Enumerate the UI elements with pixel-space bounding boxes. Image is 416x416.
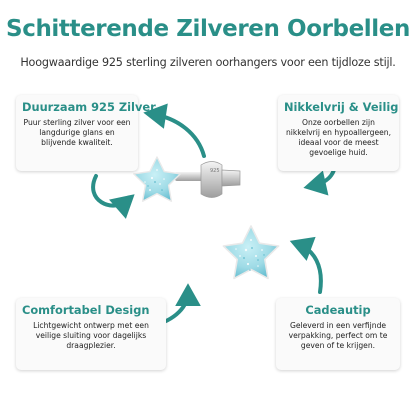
feature-card-gift-tip — [276, 298, 400, 370]
arrow-bottom-right — [298, 244, 321, 292]
star-side — [134, 157, 181, 201]
arrow-top-center — [152, 114, 204, 156]
earring-side-view — [134, 157, 240, 201]
stamp-text: 925 — [210, 168, 220, 174]
feature-card-text: Lichtgewicht ontwerp met een veilige sluiting voor dagelijks draagplezier. — [33, 321, 149, 351]
feature-card-title: Duurzaam 925 Zilver — [22, 100, 156, 114]
feature-card-title: Nikkelvrij & Veilig — [284, 100, 399, 114]
page-title: Schitterende Zilveren Oorbellen — [6, 16, 410, 42]
feature-card-title: Cadeautip — [305, 303, 371, 317]
feature-card-text: Puur sterling zilver voor een langdurige glans en blijvende kwaliteit. — [23, 118, 131, 148]
earring-front-view — [223, 226, 278, 278]
feature-card-title: Comfortabel Design — [22, 303, 150, 317]
feature-card-comfortable-design — [16, 298, 166, 370]
feature-card-text: Onze oorbellen zijn nikkelvrij en hypoallergeen, ideaal voor de meest gevoelige huid. — [285, 118, 392, 158]
page-subtitle: Hoogwaardige 925 sterling zilveren oorhangers voor een tijdloze stijl. — [20, 56, 396, 69]
arrow-top-left — [93, 176, 128, 206]
feature-card-text: Geleverd in een verfijnde verpakking, perfect om te geven of te krijgen. — [288, 321, 388, 351]
feature-card-nickel-free — [278, 95, 399, 171]
star-front — [223, 226, 278, 278]
feature-card-durable-silver — [16, 95, 156, 171]
